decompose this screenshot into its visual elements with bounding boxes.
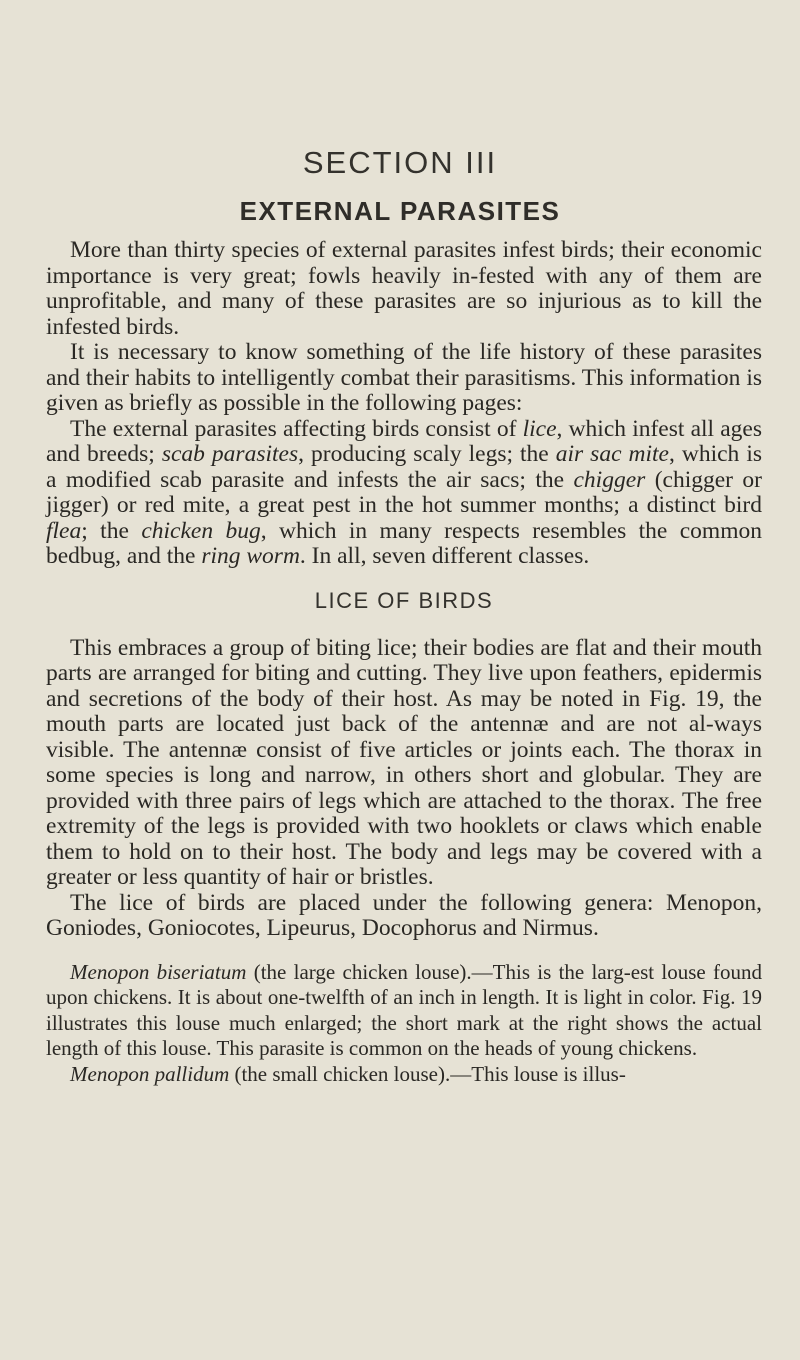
menopon-pallidum-paragraph: Menopon pallidum (the small chicken louse).—This louse is illus- bbox=[70, 1061, 626, 1086]
lice-of-birds-heading: LICE OF BIRDS bbox=[314, 587, 494, 613]
species-name-menopon-biseriatum: Menopon biseriatum bbox=[70, 959, 247, 984]
body-text bbox=[46, 238, 762, 1087]
lice-paragraph-2: The lice of birds are placed under the following genera: Menopon, Goniodes, Goniocotes, Lipeurus, Docophorus and Nirmus. bbox=[46, 889, 762, 941]
intro-paragraph-3: The external parasites affecting birds consist of lice, which infest all ages and breeds; scab parasites, producing scaly legs; the air sac mite, which is a modified scab parasite and infests the air sacs; the chigger (chigger or jigger) or red mite, a great pest in the hot summer months; a distinct bird flea; the chicken bug, which in many respects resembles the common bedbug, and the ring worm. In all, seven different classes. bbox=[46, 415, 763, 569]
term-chicken-bug: chicken bug bbox=[141, 517, 261, 544]
intro-paragraph-2: It is necessary to know something of the life history of these parasites and their habits to intelligently combat their parasitisms. This information is given as briefly as possible in the following pages: bbox=[46, 339, 762, 416]
term-flea: flea bbox=[46, 517, 82, 544]
section-title: SECTION III bbox=[302, 145, 498, 180]
lice-paragraph-1: This embraces a group of biting lice; their bodies are flat and their mouth parts are arranged for biting and cutting. They live upon feathers, epidermis and secretions of the body of their host. As may be noted in Fig. 19, the mouth parts are located just back of the antennæ and are not al-ways visible. The antennæ consist of five articles or joints each. The thorax in some species is long and narrow, in others short and globular. They are provided with three pairs of legs which are attached to the thorax. The free extremity of the legs is provided with two hooklets or claws which enable them to hold on to their host. The body and legs may be covered with a greater or less quantity of hair or bristles. bbox=[46, 634, 762, 890]
menopon-biseriatum-paragraph: Menopon biseriatum (the large chicken louse).—This is the larg-est louse found upon chickens. It is about one-twelfth of an inch in length. It is light in color. Fig. 19 illustrates this louse much enlarged; the short mark at the right shows the actual length of this louse. This parasite is common on the heads of young chickens. bbox=[46, 959, 762, 1060]
term-ring-worm: ring worm bbox=[201, 543, 300, 569]
chapter-title: EXTERNAL PARASITES bbox=[239, 196, 561, 226]
term-lice: lice bbox=[522, 415, 557, 442]
intro-paragraph-1: More than thirty species of external parasites infest birds; their economic importance is very great; fowls heavily in-fested with any of them are unprofitable, and many of these parasites are so injurious as to kill the infested birds. bbox=[46, 237, 762, 340]
term-scab-parasites: scab parasites bbox=[161, 441, 299, 467]
term-air-sac-mite: air sac mite bbox=[555, 441, 669, 467]
term-chigger: chigger bbox=[573, 466, 646, 493]
species-name-menopon-pallidum: Menopon pallidum bbox=[70, 1061, 230, 1086]
